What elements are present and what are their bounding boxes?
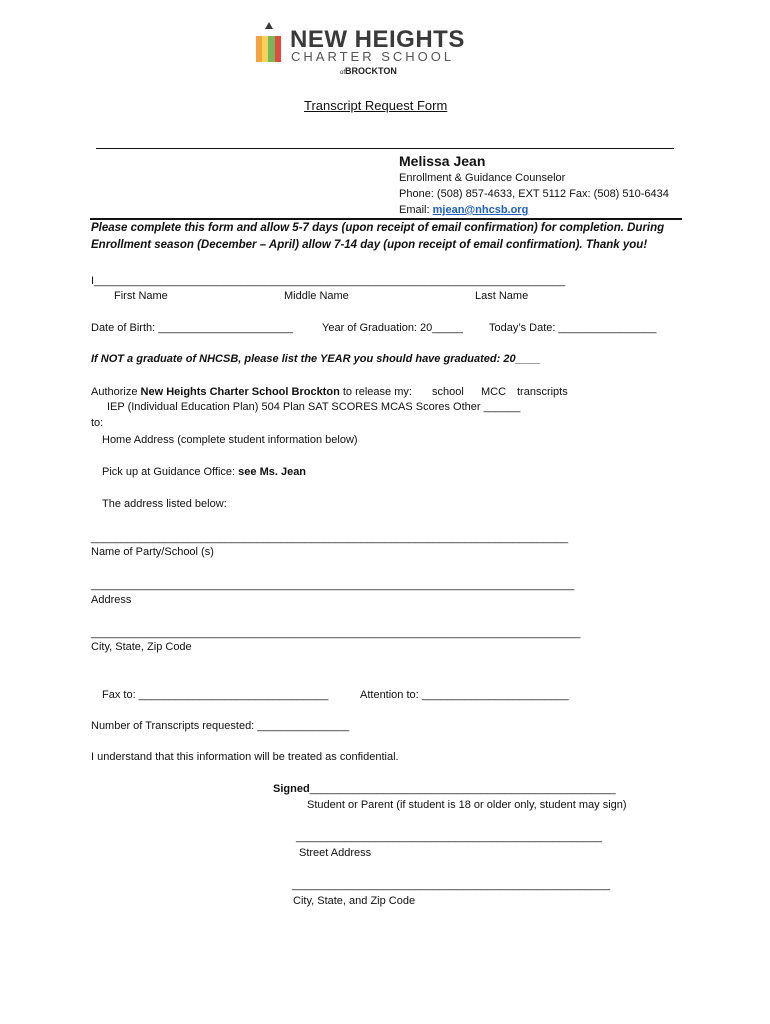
address-field[interactable]: _______________________________________________________________________________ <box>91 579 575 591</box>
todays-date-field[interactable]: Today’s Date: ________________ <box>489 322 657 334</box>
middle-name-label: Middle Name <box>284 290 349 302</box>
notice-line-2: Enrollment season (December – April) allow 7-14 day (upon receipt of email confirmation). Thank you! <box>91 239 648 251</box>
option-school[interactable]: school <box>432 386 464 398</box>
signer-note: Student or Parent (if student is 18 or older only, student may sign) <box>307 799 627 811</box>
signed-label: Signed <box>273 783 310 795</box>
party-school-label: Name of Party/School (s) <box>91 546 214 558</box>
release-options-line[interactable]: IEP (Individual Education Plan) 504 Plan SAT SCORES MCAS Scores Other ______ <box>107 401 521 413</box>
book-logo-icon <box>256 22 282 64</box>
pickup-option[interactable] <box>102 466 306 478</box>
contact-phone: Phone: (508) 857-4633, EXT 5112 Fax: (508) 510-6434 <box>399 188 669 200</box>
authorize-line <box>91 386 412 398</box>
home-address-option[interactable]: Home Address (complete student information below) <box>102 434 358 446</box>
logo-subtitle: CHARTER SCHOOL <box>291 49 455 64</box>
to-label: to: <box>91 417 104 429</box>
first-name-label: First Name <box>114 290 168 302</box>
city-state-zip-label: City, State, Zip Code <box>91 641 192 653</box>
graduation-year-field[interactable]: Year of Graduation: 20_____ <box>322 322 463 334</box>
authorize-prefix: Authorize <box>91 386 141 398</box>
contact-role: Enrollment & Guidance Counselor <box>399 172 566 184</box>
option-mcc[interactable]: MCC <box>481 386 507 398</box>
address-below-option[interactable]: The address listed below: <box>102 498 227 510</box>
city-state-zip-field[interactable]: ________________________________________________________________________________ <box>91 627 581 639</box>
confidential-statement: I understand that this information will be treated as confidential. <box>91 751 399 763</box>
attention-to-field[interactable]: Attention to: ________________________ <box>360 689 569 701</box>
signature-line: __________________________________________________ <box>309 783 616 795</box>
authorize-school-name: New Heights Charter School Brockton <box>140 386 340 398</box>
not-graduate-field[interactable]: If NOT a graduate of NHCSB, please list the YEAR you should have graduated: 20____ <box>91 353 541 365</box>
signer-city-label: City, State, and Zip Code <box>293 895 416 907</box>
logo-of: of <box>340 70 346 76</box>
authorize-suffix: to release my: <box>339 386 412 398</box>
email-link[interactable]: mjean@nhcsb.org <box>432 204 529 216</box>
logo-city: BROCKTON <box>345 66 397 76</box>
signature-field[interactable] <box>273 783 616 795</box>
email-label: Email: <box>399 204 433 216</box>
last-name-label: Last Name <box>475 290 529 302</box>
signer-city-field[interactable]: ____________________________________________________ <box>292 879 611 891</box>
header-divider <box>96 148 674 149</box>
street-address-field[interactable]: __________________________________________________ <box>296 831 602 843</box>
contact-email-row <box>399 204 528 216</box>
page-title: Transcript Request Form <box>304 98 448 113</box>
pickup-label: Pick up at Guidance Office: <box>102 466 239 478</box>
school-logo <box>256 22 282 67</box>
logo-title: NEW HEIGHTS <box>290 26 465 53</box>
notice-line-1: Please complete this form and allow 5-7 days (upon receipt of email confirmation) for completion. During <box>91 222 665 234</box>
party-school-field[interactable]: ______________________________________________________________________________ <box>91 532 569 544</box>
fax-to-field[interactable]: Fax to: _______________________________ <box>102 689 329 701</box>
student-name-field[interactable]: I_____________________________________________________________________________ <box>91 275 566 287</box>
option-transcripts[interactable]: transcripts <box>517 386 568 398</box>
pickup-contact: see Ms. Jean <box>238 466 307 478</box>
address-label: Address <box>91 594 132 606</box>
contact-name: Melissa Jean <box>399 153 486 169</box>
contact-divider <box>90 218 682 220</box>
transcript-count-field[interactable]: Number of Transcripts requested: _______________ <box>91 720 350 732</box>
street-address-label: Street Address <box>299 847 372 859</box>
dob-field[interactable]: Date of Birth: ______________________ <box>91 322 293 334</box>
logo-location <box>340 66 397 76</box>
